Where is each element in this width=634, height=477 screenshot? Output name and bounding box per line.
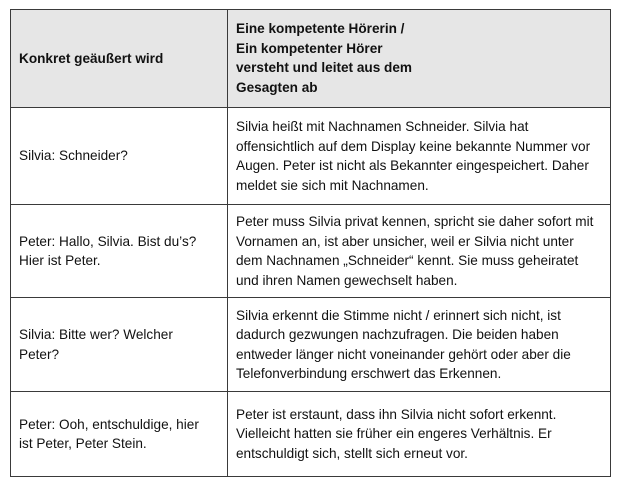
header-understood-line: Gesagten ab xyxy=(236,79,318,95)
said-line: ist Peter, Peter Stein. xyxy=(19,436,147,451)
said-cell xyxy=(11,205,228,298)
table-row xyxy=(11,205,611,298)
table-header-row xyxy=(11,10,611,108)
said-cell xyxy=(11,108,228,205)
said-line: Hier ist Peter. xyxy=(19,253,101,268)
said-cell xyxy=(11,392,228,477)
table-row xyxy=(11,298,611,392)
said-line: Peter? xyxy=(19,346,60,362)
header-understood xyxy=(228,10,611,108)
header-understood-line: Eine kompetente Hörerin / xyxy=(236,21,405,36)
table-row xyxy=(11,108,611,205)
understood-cell: Silvia heißt mit Nachnamen Schneider. Silvia hat offensichtlich auf dem Display keine bekannte Nummer vor Augen. Peter ist nicht als Bekannter eingespeichert. Daher meldet sie sich mit Nachnamen. xyxy=(228,108,611,205)
header-understood-line: Ein kompetenter Hörer xyxy=(236,40,383,56)
understood-cell: Silvia erkennt die Stimme nicht / erinnert sich nicht, ist dadurch gezwungen nachzufragen. Die beiden haben entweder länger nicht voneinander gehört oder aber die Telefonverbindung erschwert das Erkennen. xyxy=(228,298,611,392)
said-cell xyxy=(11,298,228,392)
table-row xyxy=(11,392,611,477)
said-line: Peter: Ooh, entschuldige, hier xyxy=(19,416,199,432)
said-line: Peter: Hallo, Silvia. Bist du’s? xyxy=(19,233,197,249)
header-understood-line: versteht und leitet aus dem xyxy=(236,60,413,75)
understood-cell: Peter muss Silvia privat kennen, spricht sie daher sofort mit Vornamen an, ist aber unsicher, weil er Silvia nicht unter dem Nachnamen „Schneider“ kennt. Sie muss geheiratet und ihren Namen gewechselt haben. xyxy=(228,205,611,298)
said-line: Silvia: Schneider? xyxy=(19,148,128,164)
understood-cell: Peter ist erstaunt, dass ihn Silvia nicht sofort erkennt. Vielleicht hatten sie früher ein engeres Verhältnis. Er entschuldigt sich, stellt sich erneut vor. xyxy=(228,392,611,477)
said-line: Silvia: Bitte wer? Welcher xyxy=(19,327,173,342)
dialogue-analysis-table xyxy=(10,9,611,477)
header-said: Konkret geäußert wird xyxy=(11,10,228,108)
